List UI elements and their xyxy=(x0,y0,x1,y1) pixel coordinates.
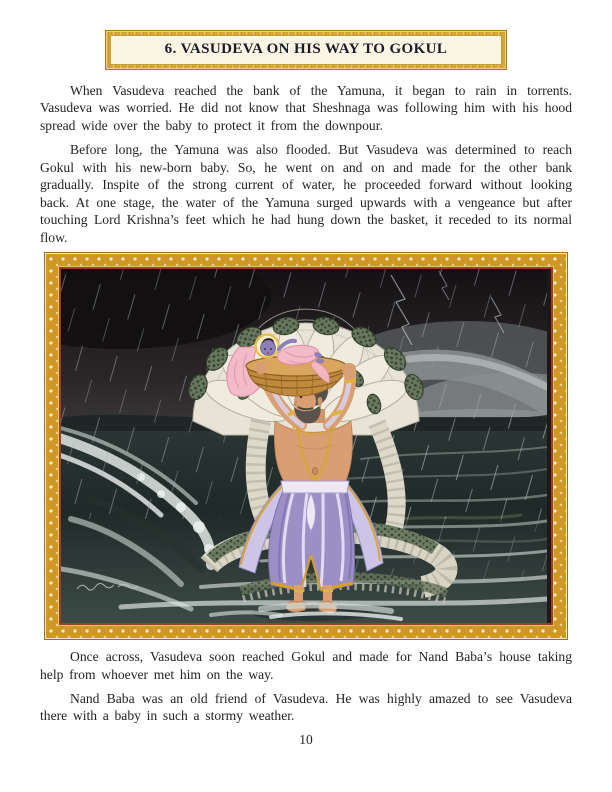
yamuna-crossing-painting xyxy=(61,269,547,623)
paragraph-3: Once across, Vasudeva soon reached Gokul and made for Nand Baba’s house taking help from whoever met him on the way. xyxy=(40,649,572,682)
illustration-canvas xyxy=(59,267,553,625)
illustration-frame xyxy=(45,253,567,639)
paragraph-2: Before long, the Yamuna was also flooded. But Vasudeva was determined to reach Gokul with his new-born baby. So, he went on and on and made for the other bank gradually. Inspite of the strong current of water, he proceeded forward without looking back. At one stage, the water of the Yamuna surged upwards with a vengeance but after touching Lord Krishna’s feet which he had hung down the basket, it receded to its normal flow. xyxy=(40,142,572,245)
chapter-title-banner xyxy=(105,30,507,70)
paragraph-4: Nand Baba was an old friend of Vasudeva. He was highly amazed to see Vasudeva there with a baby in such a stormy weather. xyxy=(40,690,572,724)
page-number: 10 xyxy=(299,731,313,747)
chapter-title: 6. VASUDEVA ON HIS WAY TO GOKUL xyxy=(164,41,448,57)
chapter-title-panel xyxy=(110,35,502,65)
paragraph-1: When Vasudeva reached the bank of the Yamuna, it began to rain in torrents. Vasudeva was worried. He did not know that Sheshnaga was following him with his hood spread wide over the baby to protect it from the downpour. xyxy=(40,83,572,133)
